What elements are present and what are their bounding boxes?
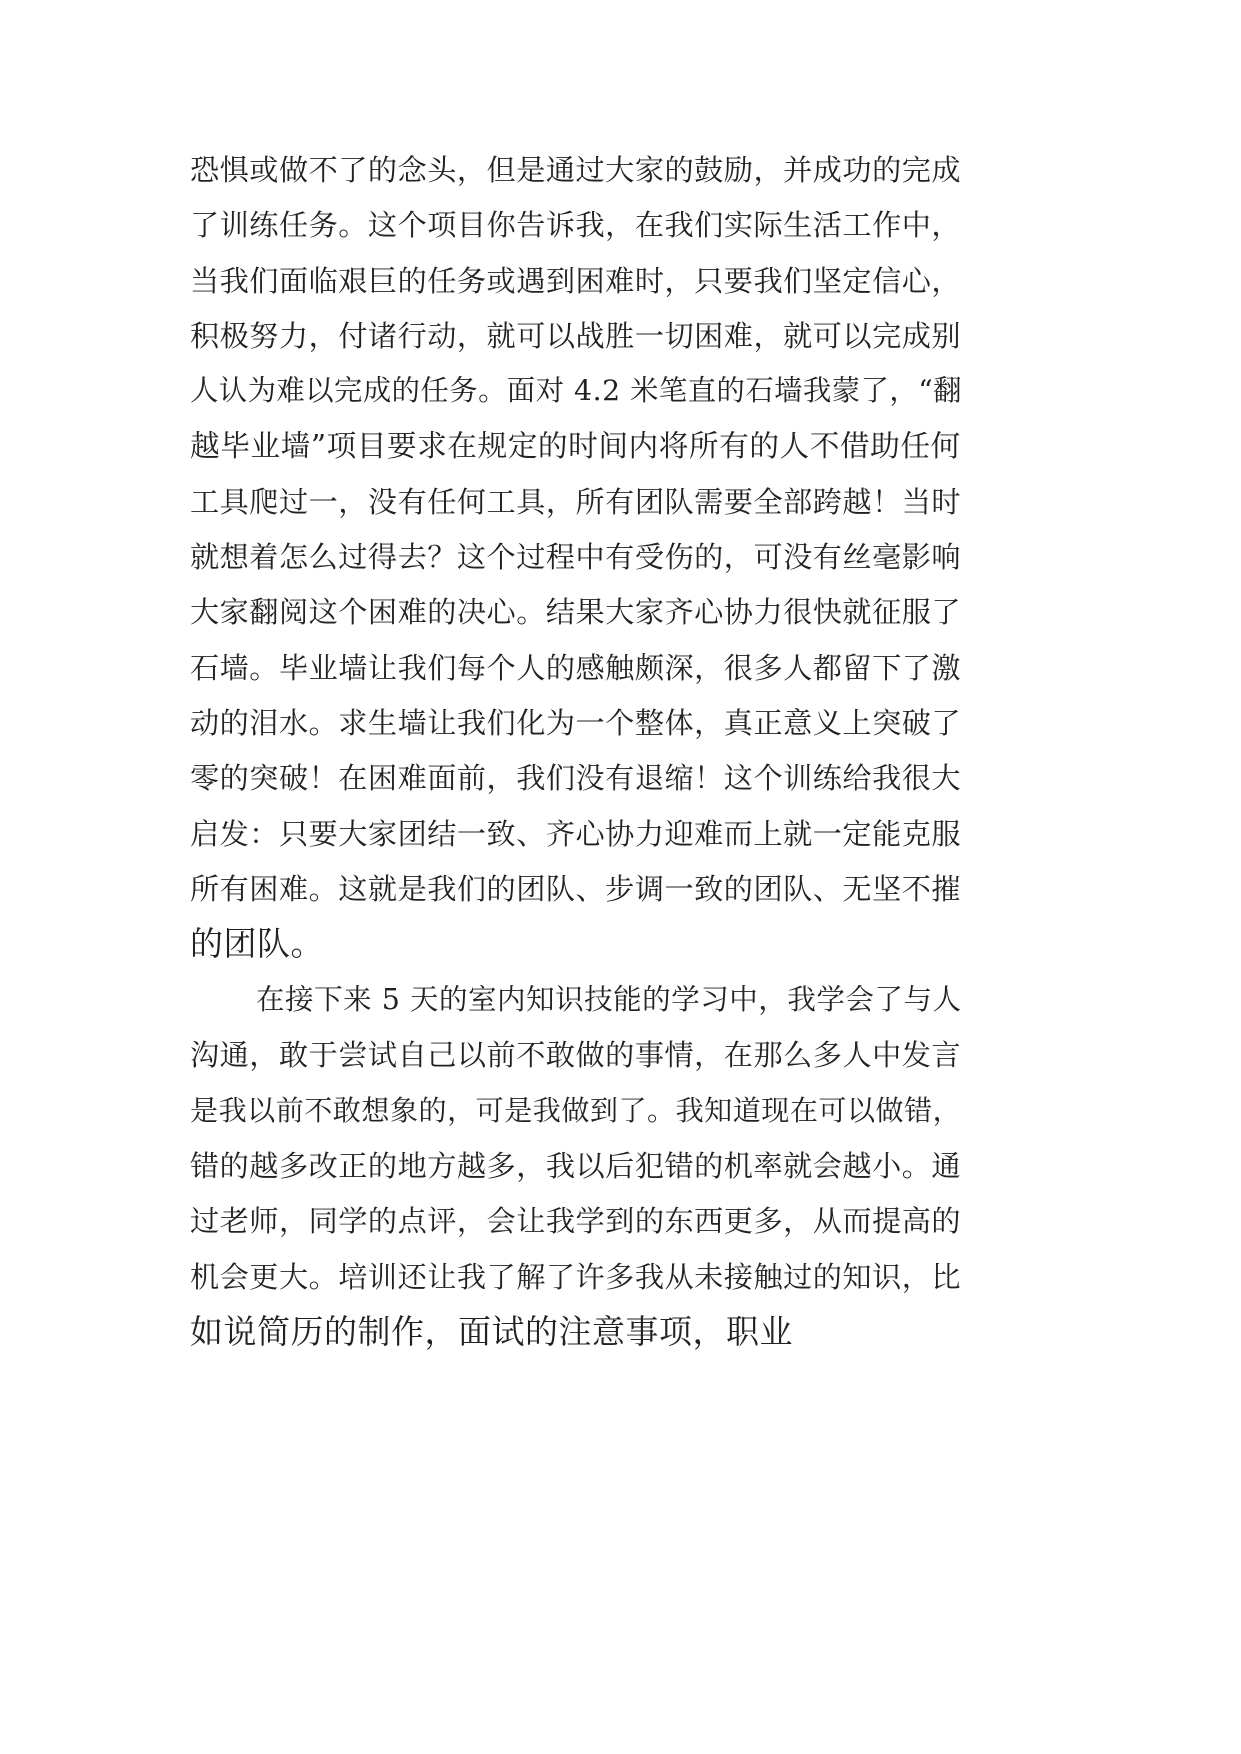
- text-line: 当我们面临艰巨的任务或遇到困难时，只要我们坚定信心，: [190, 263, 962, 298]
- text-line: 是我以前不敢想象的，可是我做到了。我知道现在可以做错，: [190, 1093, 962, 1127]
- text-line: 工具爬过一，没有任何工具，所有团队需要全部跨越！当时: [190, 484, 962, 519]
- text-line: 石墙。毕业墙让我们每个人的感触颇深，很多人都留下了激: [190, 650, 962, 685]
- text-line: 大家翻阅这个困难的决心。结果大家齐心协力很快就征服了: [190, 595, 962, 630]
- text-line: 在接下来 5 天的室内知识技能的学习中，我学会了与人: [256, 983, 962, 1016]
- text-line: 零的突破！在困难面前，我们没有退缩！这个训练给我很大: [190, 761, 962, 796]
- text-line: 越毕业墙”项目要求在规定的时间内将所有的人不借助任何: [190, 428, 961, 464]
- text-line: 错的越多改正的地方越多，我以后犯错的机率就会越小。通: [190, 1148, 962, 1183]
- text-line: 启发：只要大家团结一致、齐心协力迎难而上就一定能克服: [190, 816, 962, 851]
- text-line: 机会更大。培训还让我了解了许多我从未接触过的知识，比: [190, 1259, 962, 1294]
- text-line: 所有困难。这就是我们的团队、步调一致的团队、无坚不摧: [190, 871, 962, 906]
- text-line: 的团队。: [190, 924, 324, 964]
- text-line: 沟通，敢于尝试自己以前不敢做的事情，在那么多人中发言: [190, 1038, 962, 1073]
- text-line: 过老师，同学的点评，会让我学到的东西更多，从而提高的: [190, 1204, 962, 1239]
- text-line: 动的泪水。求生墙让我们化为一个整体，真正意义上突破了: [190, 706, 962, 740]
- text-line: 积极努力，付诸行动，就可以战胜一切困难，就可以完成别: [190, 318, 962, 353]
- text-line: 恐惧或做不了的念头，但是通过大家的鼓励，并成功的完成: [190, 153, 962, 187]
- text-line: 如说简历的制作，面试的注意事项，职业: [190, 1311, 793, 1351]
- text-line: 了训练任务。这个项目你告诉我，在我们实际生活工作中，: [190, 208, 962, 243]
- text-line: 就想着怎么过得去？这个过程中有受伤的，可没有丝毫影响: [190, 540, 962, 575]
- text-line: 人认为难以完成的任务。面对 4.2 米笔直的石墙我蒙了，“翻: [190, 374, 962, 408]
